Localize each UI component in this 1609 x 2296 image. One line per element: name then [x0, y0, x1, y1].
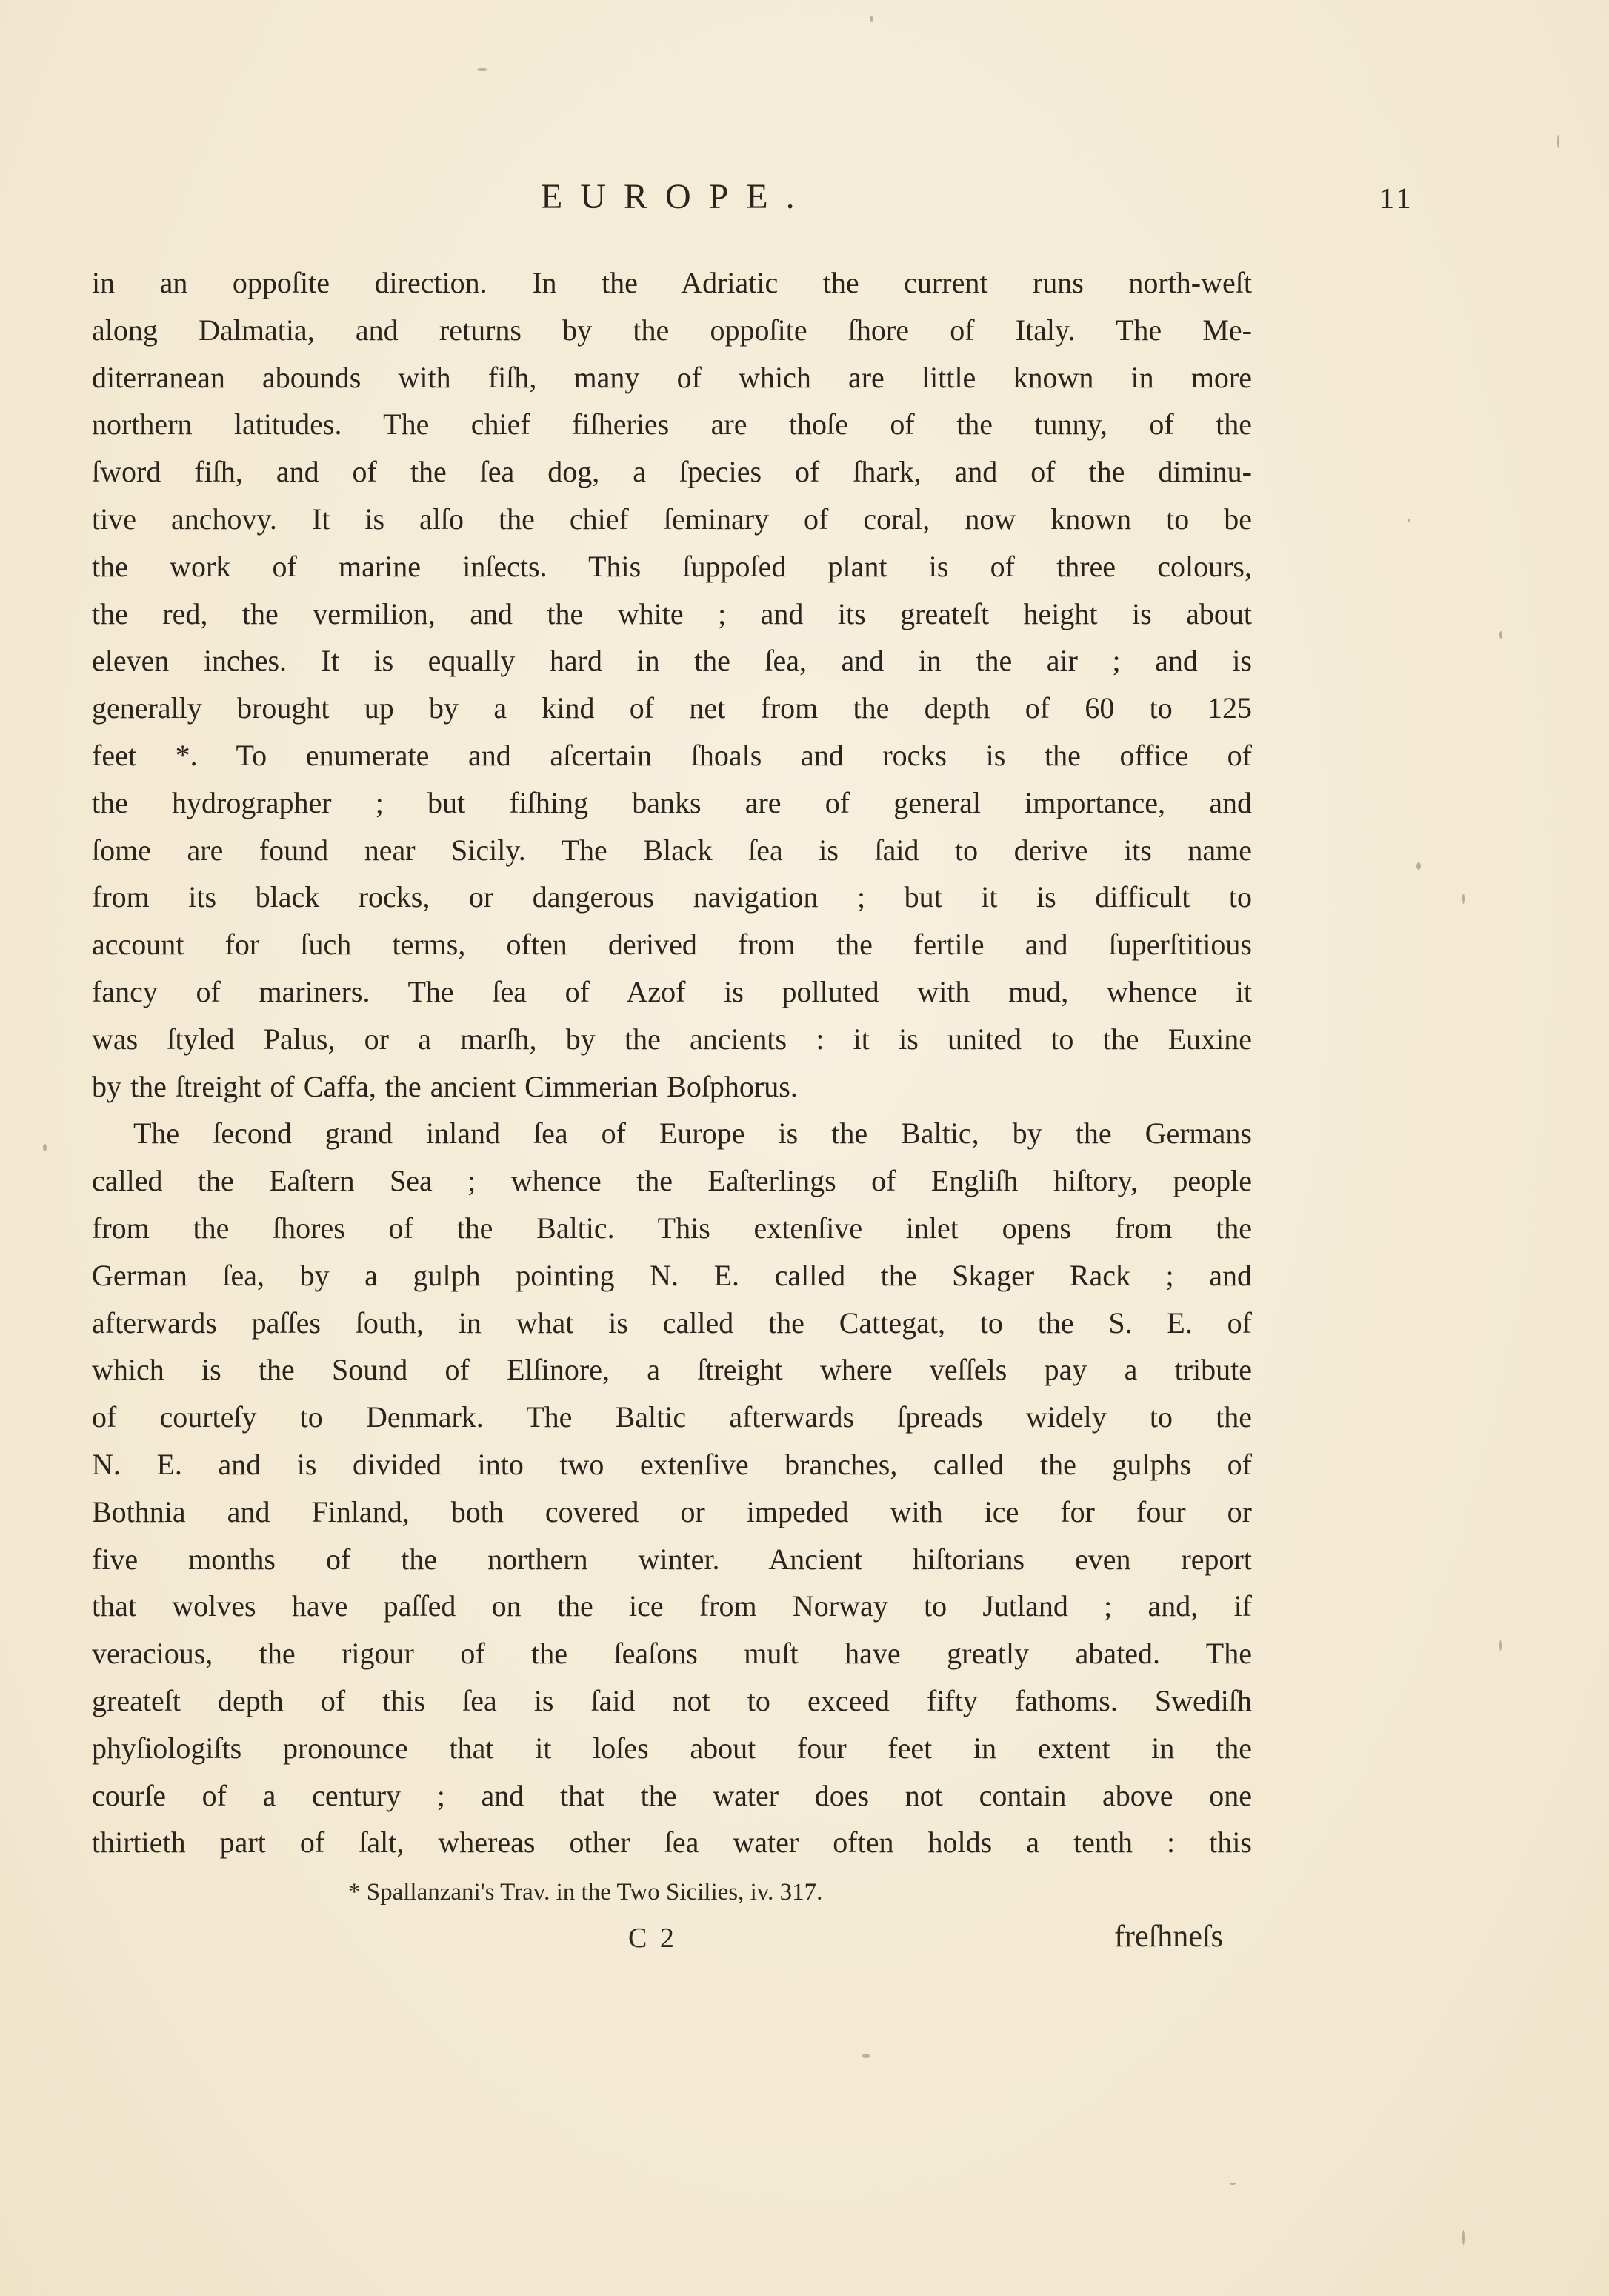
- text-line: from its black rocks, or dangerous navigation ; but it is difficult to: [92, 880, 1252, 914]
- text-line: Bothnia and Finland, both covered or impeded with ice for four or: [92, 1494, 1252, 1528]
- paper-speck: [477, 68, 487, 71]
- text-line: along Dalmatia, and returns by the oppoſite ſhore of Italy. The Me-: [92, 313, 1252, 347]
- text-line: courſe of a century ; and that the water does not contain above one: [92, 1778, 1252, 1812]
- text-line: five months of the northern winter. Ancient hiſtorians even report: [92, 1542, 1252, 1576]
- paper-speck: [1499, 631, 1502, 639]
- paper-speck: [1462, 2230, 1465, 2245]
- paper-speck: [1557, 135, 1559, 148]
- text-line: from the ſhores of the Baltic. This extenſive inlet opens from the: [92, 1211, 1252, 1245]
- text-line: called the Eaſtern Sea ; whence the Eaſterlings of Engliſh hiſtory, people: [92, 1164, 1252, 1198]
- text-line: that wolves have paſſed on the ice from Norway to Jutland ; and, if: [92, 1589, 1252, 1623]
- text-line: thirtieth part of ſalt, whereas other ſea water often holds a tenth : this: [92, 1826, 1252, 1860]
- text-line: diterranean abounds with fiſh, many of which are little known in more: [92, 360, 1252, 394]
- body-text: [92, 259, 1252, 1866]
- paper-speck: [870, 16, 873, 22]
- text-line: tive anchovy. It is alſo the chief ſeminary of coral, now known to be: [92, 502, 1252, 536]
- running-head: [0, 176, 1609, 228]
- paper-speck: [862, 2054, 870, 2058]
- text-line: greateſt depth of this ſea is ſaid not to exceed fifty fathoms. Swediſh: [92, 1683, 1252, 1717]
- text-line: generally brought up by a kind of net from the depth of 60 to 125: [92, 691, 1252, 725]
- text-line: the red, the vermilion, and the white ; and its greateſt height is about: [92, 596, 1252, 630]
- text-line: the hydrographer ; but fiſhing banks are of general importance, and: [92, 785, 1252, 819]
- paper-speck: [1416, 862, 1421, 870]
- text-line: ſome are found near Sicily. The Black ſea is ſaid to derive its name: [92, 833, 1252, 867]
- paper-speck: [43, 1144, 47, 1151]
- text-line: account for ſuch terms, often derived from the fertile and ſuperſtitious: [92, 928, 1252, 962]
- text-line: was ſtyled Palus, or a marſh, by the ancients : it is united to the Euxine: [92, 1022, 1252, 1056]
- text-line: of courteſy to Denmark. The Baltic afterwards ſpreads widely to the: [92, 1400, 1252, 1434]
- paper-speck: [1499, 1640, 1502, 1651]
- text-line: the work of marine inſects. This ſuppoſed plant is of three colours,: [92, 549, 1252, 583]
- page-number: 11: [1379, 182, 1414, 215]
- text-line: feet *. To enumerate and aſcertain ſhoals and rocks is the office of: [92, 738, 1252, 772]
- signature-mark: C 2: [628, 1923, 677, 1954]
- paragraph-first-line: The ſecond grand inland ſea of Europe is the Baltic, by the Germans: [133, 1117, 1252, 1151]
- paper-speck: [1230, 2183, 1236, 2185]
- paper-speck: [1462, 894, 1465, 904]
- text-line: veracious, the rigour of the ſeaſons muſt have greatly abated. The: [92, 1637, 1252, 1671]
- catchword: freſhneſs: [1114, 1920, 1223, 1954]
- paper-speck: [1408, 519, 1410, 522]
- text-line: by the ſtreight of Caffa, the ancient Cimmerian Boſphorus.: [92, 1069, 798, 1103]
- text-line: which is the Sound of Elſinore, a ſtreight where veſſels pay a tribute: [92, 1353, 1252, 1387]
- footnote: * Spallanzani's Trav. in the Two Sicilies, iv. 317.: [348, 1879, 823, 1906]
- text-line: N. E. and is divided into two extenſive branches, called the gulphs of: [92, 1447, 1252, 1481]
- text-line: phyſiologiſts pronounce that it loſes about four feet in extent in the: [92, 1731, 1252, 1765]
- text-line: afterwards paſſes ſouth, in what is called the Cattegat, to the S. E. of: [92, 1305, 1252, 1340]
- running-title: EUROPE.: [541, 177, 813, 216]
- text-line: northern latitudes. The chief fiſheries are thoſe of the tunny, of the: [92, 407, 1252, 442]
- text-line: ſword fiſh, and of the ſea dog, a ſpecies of ſhark, and of the diminu-: [92, 455, 1252, 489]
- text-line: fancy of mariners. The ſea of Azof is polluted with mud, whence it: [92, 974, 1252, 1008]
- text-line: German ſea, by a gulph pointing N. E. called the Skager Rack ; and: [92, 1258, 1252, 1292]
- text-line: in an oppoſite direction. In the Adriatic the current runs north-weſt: [92, 266, 1252, 299]
- text-line: eleven inches. It is equally hard in the ſea, and in the air ; and is: [92, 644, 1252, 678]
